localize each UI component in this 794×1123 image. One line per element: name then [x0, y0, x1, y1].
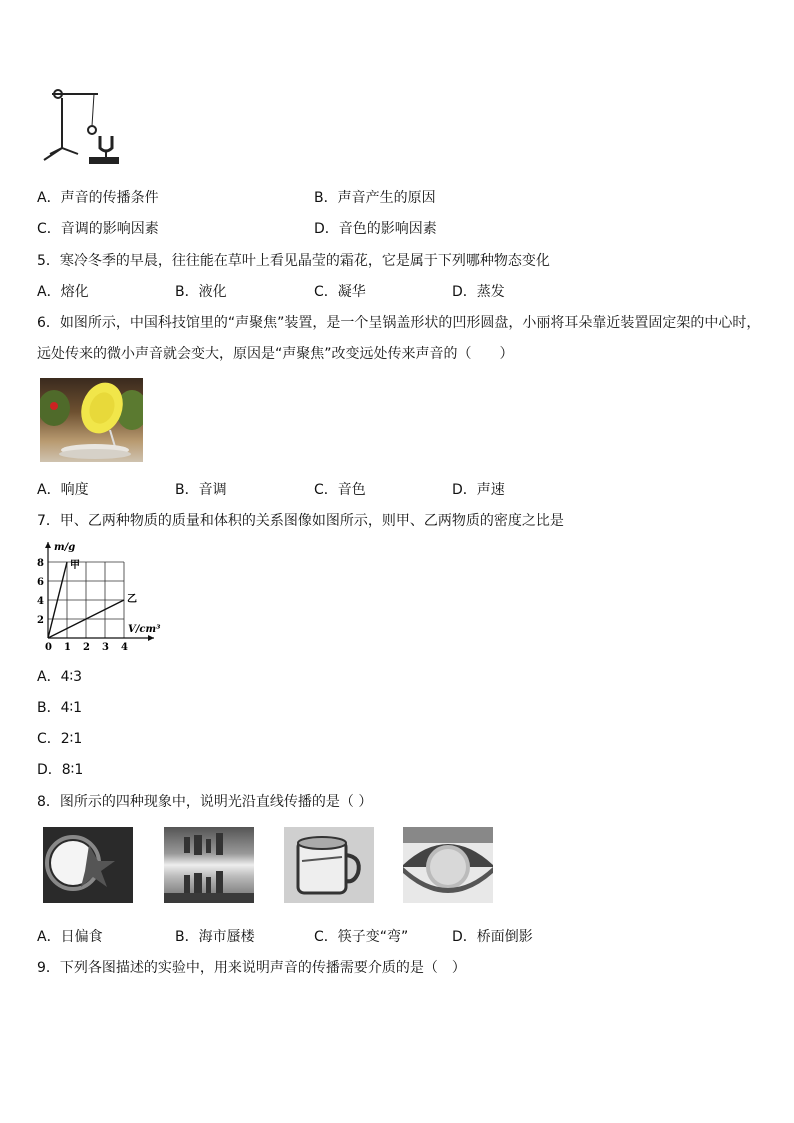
mass-volume-chart [30, 538, 170, 653]
q6-option-a: A．响度 [37, 482, 89, 498]
q6-stem-line1: 6．如图所示，中国科技馆里的“声聚焦”装置，是一个呈锅盖形状的凹形圆盘，小丽将耳朵靠近装置固定架的中心时， [37, 315, 761, 331]
y-axis-label: m/g [54, 542, 76, 553]
y-tick-label: 4 [37, 596, 44, 607]
q6-option-d: D．声速 [452, 482, 505, 498]
sound-focus-device-photo [40, 378, 143, 462]
mirage-photo [164, 827, 254, 903]
q4-option-b: B．声音产生的原因 [314, 190, 436, 206]
q7-option-d: D．8∶1 [37, 762, 84, 778]
tuning-fork-apparatus-figure [40, 86, 124, 166]
q9-stem: 9．下列各图描述的实验中，用来说明声音的传播需要介质的是（ ） [37, 960, 466, 976]
series-label-2: 乙 [127, 594, 137, 605]
y-tick-label: 6 [37, 577, 44, 588]
q8-option-c: C．筷子变“弯” [314, 929, 409, 945]
q8-stem: 8．图所示的四种现象中，说明光沿直线传播的是（ ） [37, 794, 373, 810]
x-axis-arrow [148, 635, 154, 641]
q5-option-a: A．熔化 [37, 284, 89, 300]
q5-option-d: D．蒸发 [452, 284, 505, 300]
q8-option-b: B．海市蜃楼 [175, 929, 255, 945]
q5-option-c: C．凝华 [314, 284, 366, 300]
x-tick-label: 1 [64, 642, 71, 653]
x-tick-label: 4 [121, 642, 128, 653]
q7-option-a: A．4∶3 [37, 669, 83, 685]
q6-option-b: B．音调 [175, 482, 227, 498]
bent-chopsticks-cup-photo [284, 827, 374, 903]
q8-option-d: D．桥面倒影 [452, 929, 533, 945]
q5-option-b: B．液化 [175, 284, 227, 300]
y-axis-arrow [45, 542, 51, 548]
y-tick-label: 2 [37, 615, 44, 626]
q7-option-b: B．4∶1 [37, 700, 83, 716]
bridge-reflection-photo [403, 827, 493, 903]
x-tick-label: 2 [83, 642, 90, 653]
x-axis-label: V/cm³ [128, 624, 161, 635]
q6-stem-line2: 远处传来的微小声音就会变大，原因是“声聚焦”改变远处传来声音的（ ） [37, 346, 514, 362]
q4-option-a: A．声音的传播条件 [37, 190, 159, 206]
q7-stem: 7．甲、乙两种物质的质量和体积的关系图像如图所示，则甲、乙两物质的密度之比是 [37, 513, 564, 529]
x-tick-label: 3 [102, 642, 109, 653]
q6-option-c: C．音色 [314, 482, 366, 498]
q5-stem: 5．寒冷冬季的早晨，往往能在草叶上看见晶莹的霜花，它是属于下列哪种物态变化 [37, 253, 550, 269]
q8-option-a: A．日偏食 [37, 929, 103, 945]
x-tick-label: 0 [45, 642, 52, 653]
series-label-1: 甲 [70, 560, 80, 571]
q4-option-c: C．音调的影响因素 [37, 221, 159, 237]
q4-option-d: D．音色的影响因素 [314, 221, 437, 237]
partial-solar-eclipse-photo [43, 827, 133, 903]
y-tick-label: 8 [37, 558, 44, 569]
q7-option-c: C．2∶1 [37, 731, 83, 747]
